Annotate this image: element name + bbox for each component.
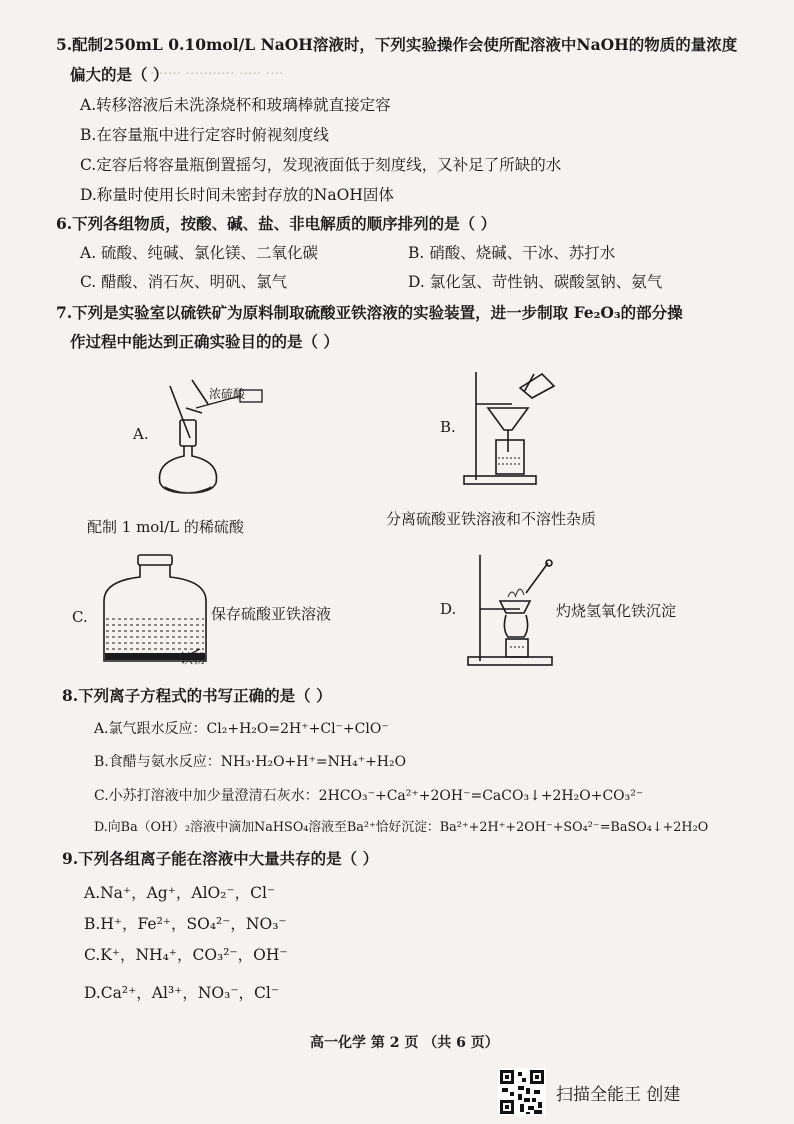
q6-option-c: C. 醋酸、消石灰、明矾、氯气 (80, 273, 288, 291)
q9-option-a: A.Na⁺，Ag⁺，AlO₂⁻，Cl⁻ (84, 884, 276, 902)
qr-code-icon (498, 1068, 546, 1116)
q5-option-d: D.称量时使用长时间未密封存放的NaOH固体 (80, 186, 394, 204)
q6-stem: 6.下列各组物质，按酸、碱、盐、非电解质的顺序排列的是（ ） (56, 214, 497, 233)
q5-option-a: A.转移溶液后未洗涤烧杯和玻璃棒就直接定容 (80, 96, 391, 114)
q5-stem-cont: 偏大的是（ ） (70, 65, 169, 84)
q5-option-c: C.定容后将容量瓶倒置摇匀，发现液面低于刻度线，又补足了所缺的水 (80, 156, 562, 174)
q7-d-label: D. (440, 600, 457, 618)
filtration-setup-diagram (462, 368, 572, 488)
q7-c-reagent-label: 铁粉 (180, 652, 207, 667)
q9-stem: 9.下列各组离子能在溶液中大量共存的是（ ） (62, 849, 379, 868)
q8-option-d: D.向Ba（OH）₂溶液中滴加NaHSO₄溶液至Ba²⁺恰好沉淀：Ba²⁺+2H⁺+2OH⁻+SO₄²⁻=BaSO₄↓+2H₂O (94, 820, 709, 835)
q7-b-caption: 分离硫酸亚铁溶液和不溶性杂质 (386, 510, 597, 528)
q7-stem: 7.下列是实验室以硫铁矿为原料制取硫酸亚铁溶液的实验装置，进一步制取 Fe₂O₃的部分操 (56, 303, 683, 322)
q7-a-label: A. (133, 425, 149, 443)
page-footer: 高一化学 第 2 页 （共 6 页） (310, 1035, 499, 1051)
q8-stem: 8.下列离子方程式的书写正确的是（ ） (62, 686, 332, 705)
q6-option-d: D. 氯化氢、苛性钠、碳酸氢钠、氨气 (408, 273, 663, 291)
q7-c-label: C. (72, 608, 88, 626)
q8-option-b: B.食醋与氨水反应：NH₃·H₂O+H⁺=NH₄⁺+H₂O (94, 754, 407, 770)
q7-a-reagent-label: 浓硫酸 (209, 387, 246, 401)
q7-c-caption: 保存硫酸亚铁溶液 (211, 605, 332, 623)
q7-d-caption: 灼烧氢氧化铁沉淀 (556, 602, 677, 620)
q9-option-c: C.K⁺，NH₄⁺，CO₃²⁻，OH⁻ (84, 946, 288, 964)
q8-option-a: A.氯气跟水反应：Cl₂+H₂O=2H⁺+Cl⁻+ClO⁻ (94, 721, 389, 737)
q8-option-c: C.小苏打溶液中加少量澄清石灰水：2HCO₃⁻+Ca²⁺+2OH⁻=CaCO₃↓+2H₂O+CO₃²⁻ (94, 788, 644, 804)
q9-option-d: D.Ca²⁺，Al³⁺，NO₃⁻，Cl⁻ (84, 984, 280, 1002)
bleed-through: ....... ........... ..... .... (150, 62, 284, 78)
q7-a-caption: 配制 1 mol/L 的稀硫酸 (87, 518, 244, 536)
q9-option-b: B.H⁺，Fe²⁺，SO₄²⁻，NO₃⁻ (84, 915, 287, 933)
q6-option-a: A. 硫酸、纯碱、氯化镁、二氧化碳 (80, 244, 319, 262)
q5-option-b: B.在容量瓶中进行定容时俯视刻度线 (80, 126, 329, 144)
q6-option-b: B. 硝酸、烧碱、干冰、苏打水 (408, 244, 616, 262)
scanner-brand-label: 扫描全能王 创建 (556, 1085, 681, 1105)
q5-stem: 5.配制250mL 0.10mol/L NaOH溶液时，下列实验操作会使所配溶液中NaOH的物质的量浓度 (56, 35, 738, 54)
q7-b-label: B. (440, 418, 456, 436)
q7-stem-cont: 作过程中能达到正确实验目的的是（ ） (70, 332, 339, 351)
